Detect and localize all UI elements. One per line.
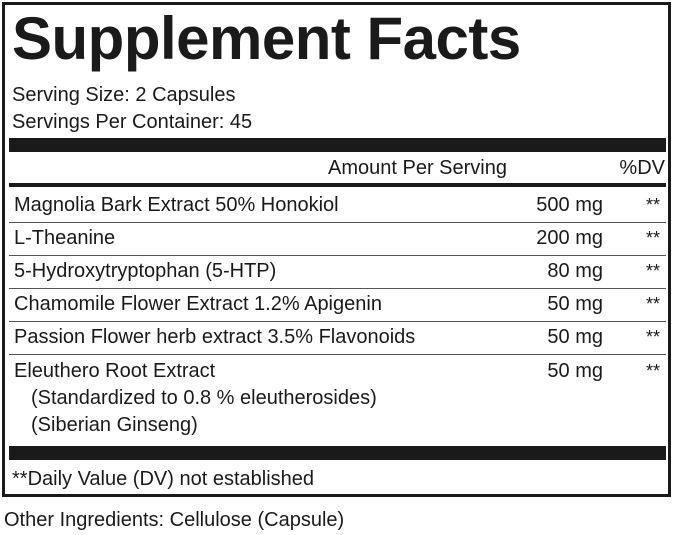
ingredient-dv: ** — [645, 327, 660, 347]
ingredient-amount: 500 mg — [536, 194, 603, 216]
ingredient-dv: ** — [645, 294, 660, 314]
ingredient-amount: 50 mg — [547, 293, 603, 315]
ingredient-amount: 50 mg — [547, 360, 603, 382]
ingredient-dv: ** — [645, 195, 660, 215]
ingredient-dv: ** — [645, 261, 660, 281]
top-divider-bar — [9, 138, 666, 152]
row-divider — [9, 321, 666, 322]
ingredient-name: Chamomile Flower Extract 1.2% Apigenin — [14, 293, 382, 315]
ingredient-amount: 80 mg — [547, 260, 603, 282]
row-divider — [9, 255, 666, 256]
servings-per-container: Servings Per Container: 45 — [12, 111, 253, 133]
bottom-divider-bar — [9, 446, 666, 460]
ingredient-name: Eleuthero Root Extract — [14, 360, 216, 382]
header-divider — [9, 183, 666, 187]
dv-footnote: **Daily Value (DV) not established — [12, 468, 315, 490]
panel-title: Supplement Facts — [12, 5, 521, 72]
ingredient-name: 5-Hydroxytryptophan (5-HTP) — [14, 260, 277, 282]
other-ingredients: Other Ingredients: Cellulose (Capsule) — [4, 509, 345, 531]
ingredient-amount: 50 mg — [547, 326, 603, 348]
ingredient-dv: ** — [645, 228, 660, 248]
amount-per-serving-header: Amount Per Serving — [328, 157, 507, 179]
serving-size: Serving Size: 2 Capsules — [12, 84, 236, 106]
ingredient-name: Magnolia Bark Extract 50% Honokiol — [14, 194, 339, 216]
dv-header: %DV — [619, 157, 665, 179]
ingredient-name: L-Theanine — [14, 227, 116, 249]
ingredient-name: Passion Flower herb extract 3.5% Flavonoids — [14, 326, 416, 348]
ingredient-dv: ** — [645, 361, 660, 381]
row-divider — [9, 354, 666, 355]
row-divider — [9, 288, 666, 289]
ingredient-amount: 200 mg — [536, 227, 603, 249]
ingredient-detail: (Standardized to 0.8 % eleutherosides) — [31, 387, 377, 409]
row-divider — [9, 222, 666, 223]
ingredient-detail: (Siberian Ginseng) — [31, 414, 198, 436]
